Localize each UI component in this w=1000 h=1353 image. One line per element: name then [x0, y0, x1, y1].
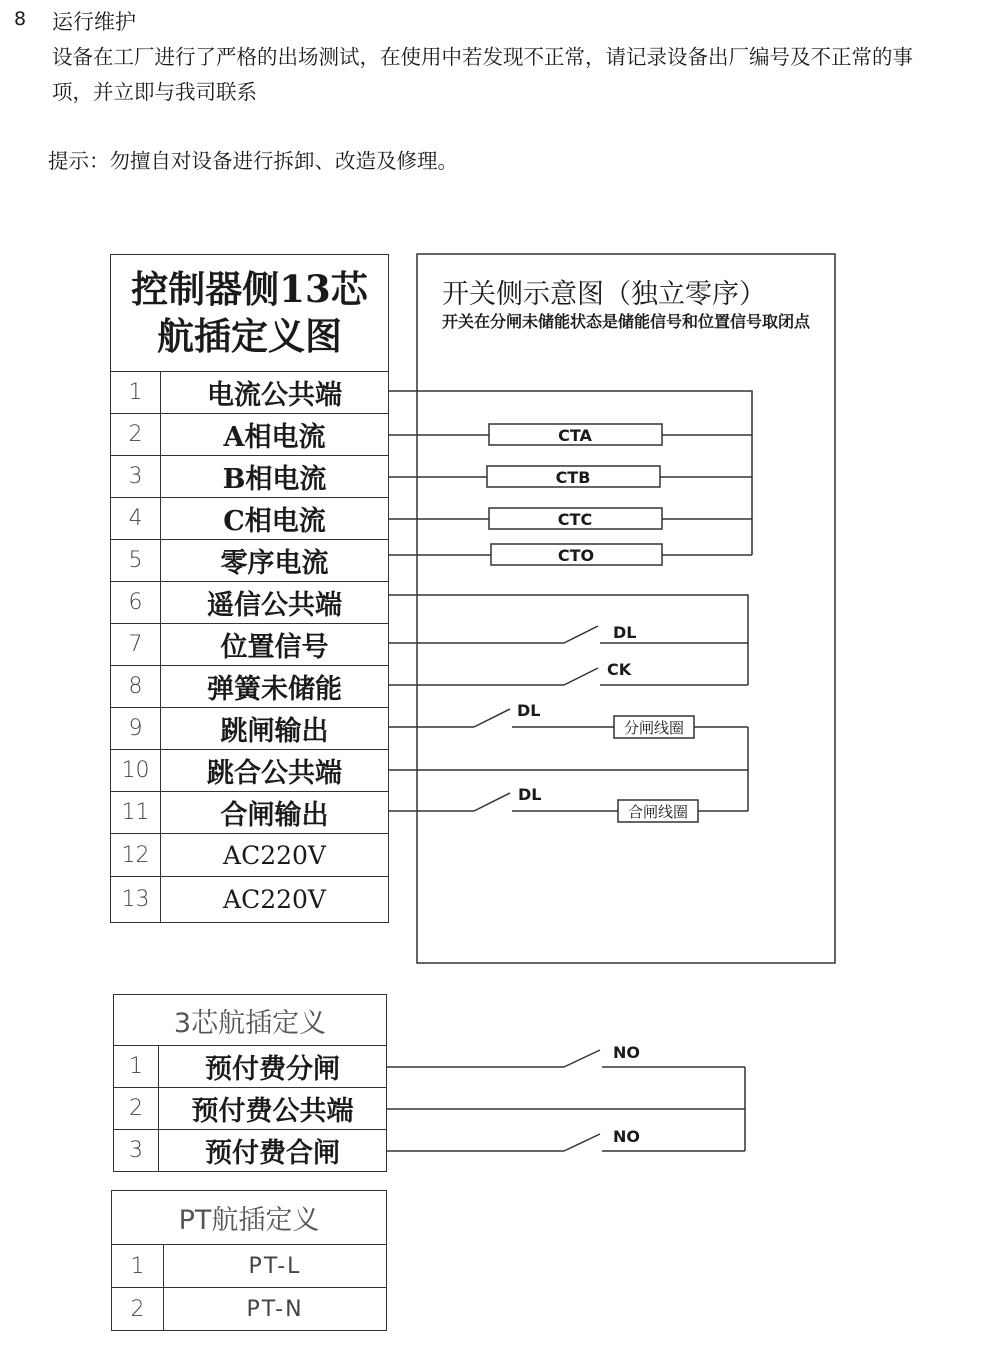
pin-label: C相电流 — [161, 498, 389, 540]
no-close-contact — [564, 1134, 600, 1151]
pin-number: 3 — [111, 456, 161, 498]
pin-number: 11 — [111, 792, 161, 834]
pin-label: 预付费公共端 — [159, 1088, 387, 1130]
pin-label: 合闸输出 — [161, 792, 389, 834]
pin-number: 1 — [111, 372, 161, 414]
dl-close-label: DL — [518, 785, 542, 804]
switch-side-note: 开关在分闸未储能状态是储能信号和位置信号取闭点 — [442, 312, 811, 331]
pin-label: 遥信公共端 — [161, 582, 389, 624]
cta-label: CTA — [558, 426, 592, 445]
no-trip-contact — [564, 1050, 600, 1067]
no-close-label: NO — [613, 1127, 640, 1146]
table3-title: 3芯航插定义 — [114, 995, 387, 1046]
table-pt-title: PT航插定义 — [112, 1191, 387, 1245]
telesignal-common-wire — [388, 595, 748, 643]
pin-number: 2 — [114, 1088, 159, 1130]
pin-number: 5 — [111, 540, 161, 582]
pin-number: 3 — [114, 1130, 159, 1172]
pin-number: 8 — [111, 666, 161, 708]
warning-tip: 提示：勿擅自对设备进行拆卸、改造及修理。 — [48, 149, 458, 173]
dl-trip-contact — [474, 709, 510, 727]
section-title: 运行维护 — [52, 10, 136, 34]
dl-position-label: DL — [613, 623, 637, 642]
pin-label: 跳合公共端 — [161, 750, 389, 792]
ctc-label: CTC — [557, 510, 593, 529]
pin-label: 电流公共端 — [161, 372, 389, 414]
pin-number: 2 — [112, 1288, 164, 1331]
pin-label: 跳闸输出 — [161, 708, 389, 750]
trip-coil-label: 分闸线圈 — [623, 719, 685, 737]
switch-side-panel — [417, 254, 835, 963]
ck-contact — [564, 668, 598, 685]
pin-number: 12 — [111, 834, 161, 877]
ck-label: CK — [607, 660, 632, 679]
pin-label: 位置信号 — [161, 624, 389, 666]
pin-number: 4 — [111, 498, 161, 540]
pin-number: 1 — [114, 1046, 159, 1088]
cto-label: CTO — [557, 546, 595, 565]
pin-label: 预付费合闸 — [159, 1130, 387, 1172]
pin-label: PT-N — [164, 1288, 387, 1331]
pin-label: 弹簧未储能 — [161, 666, 389, 708]
switch-side-title: 开关侧示意图（独立零序） — [442, 279, 766, 310]
no-trip-label: NO — [613, 1043, 640, 1062]
pin-label: PT-L — [164, 1245, 387, 1288]
pin-label: 预付费分闸 — [159, 1046, 387, 1088]
dl-position-contact — [564, 626, 598, 643]
pin-number: 6 — [111, 582, 161, 624]
pin-number: 1 — [112, 1245, 164, 1288]
close-coil-label: 合闸线圈 — [627, 803, 689, 821]
pin-label: AC220V — [161, 877, 389, 923]
ctb-label: CTB — [555, 468, 591, 487]
pin-number: 13 — [111, 877, 161, 923]
pin-number: 10 — [111, 750, 161, 792]
pin-number: 2 — [111, 414, 161, 456]
dl-trip-label: DL — [517, 701, 541, 720]
pin-number: 7 — [111, 624, 161, 666]
pin-number: 9 — [111, 708, 161, 750]
pin-label: 零序电流 — [161, 540, 389, 582]
table13-title-line2: 航插定义图 — [157, 314, 342, 358]
pin-label: A相电流 — [161, 414, 389, 456]
section-number: 8 — [14, 8, 27, 30]
maintenance-paragraph: 设备在工厂进行了严格的出场测试，在使用中若发现不正常，请记录设备出厂编号及不正常的事项，并立即与我司联系 — [52, 45, 913, 104]
dl-close-contact — [474, 793, 510, 811]
pin-label: AC220V — [161, 834, 389, 877]
pin-label: B相电流 — [161, 456, 389, 498]
table13-title-line1: 控制器侧13芯 — [131, 267, 368, 311]
